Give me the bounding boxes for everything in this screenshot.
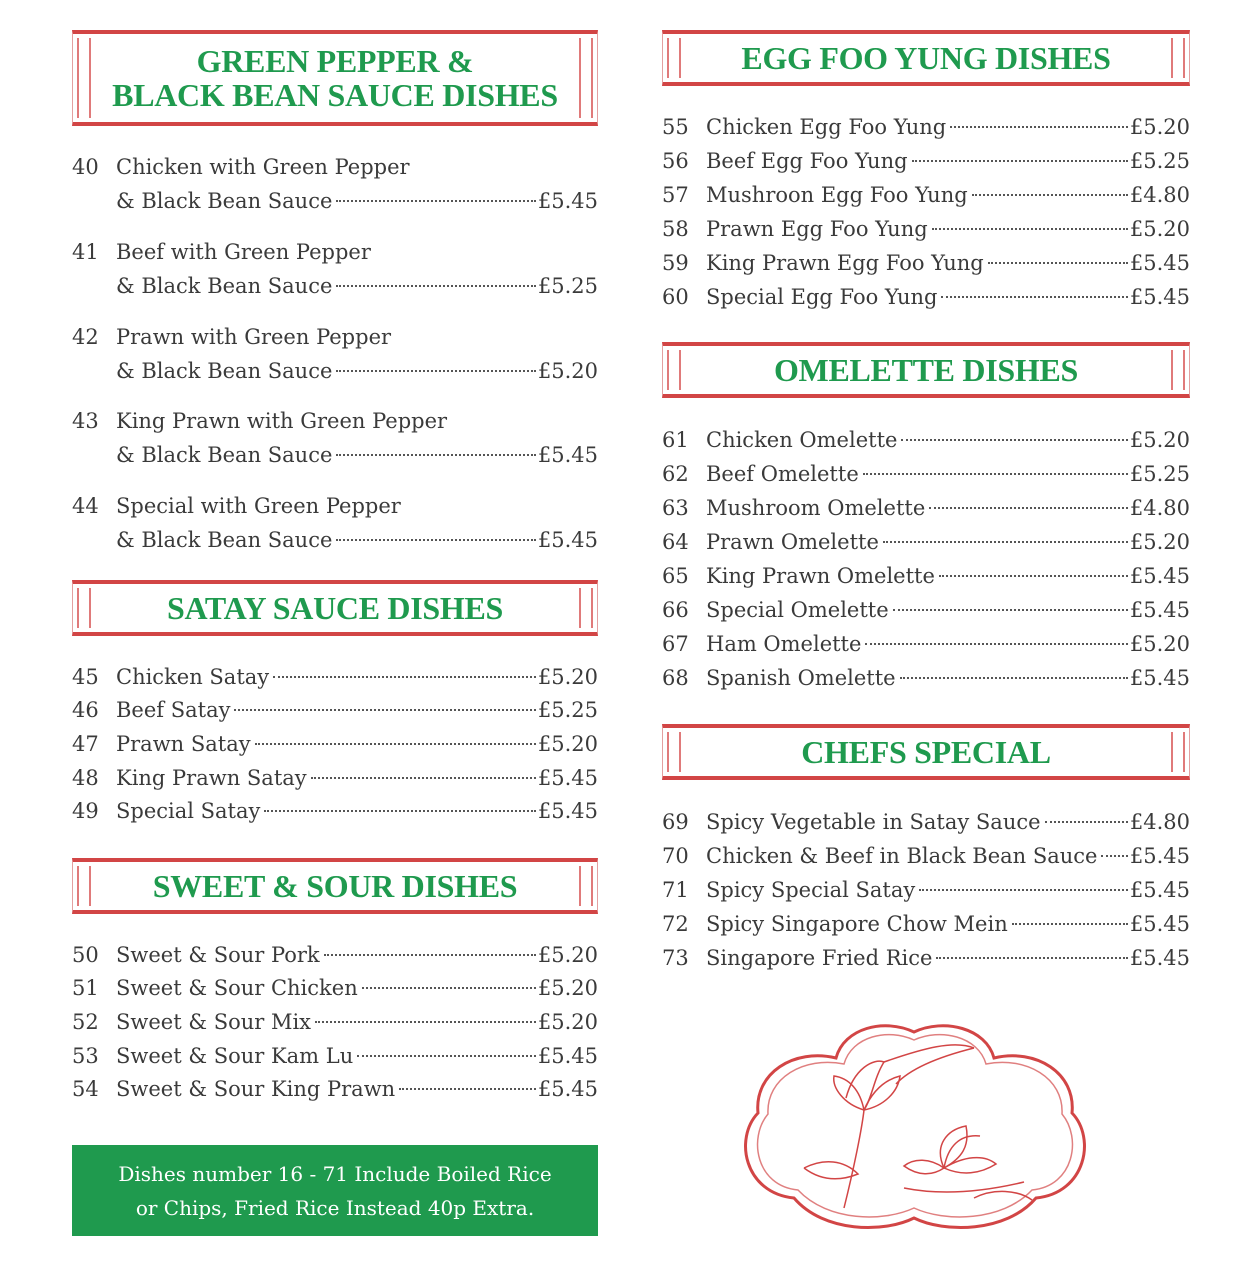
menu-item (662, 629, 1190, 659)
item-price: £5.20 (537, 732, 598, 756)
item-price: £5.20 (1129, 632, 1190, 656)
menu-item (72, 796, 598, 826)
dot-leader (362, 987, 536, 989)
item-number: 72 (662, 912, 689, 936)
section-header-green-pepper (72, 30, 598, 126)
item-number: 63 (662, 496, 689, 520)
menu-item (662, 595, 1190, 625)
menu-item (662, 248, 1190, 278)
menu-item (662, 180, 1190, 210)
menu-item (662, 875, 1190, 905)
item-name: Spicy Singapore Chow Mein (706, 912, 1008, 936)
item-number: 73 (662, 946, 689, 970)
item-number: 56 (662, 149, 689, 173)
dot-leader (1101, 855, 1127, 857)
item-price: £5.45 (1129, 666, 1190, 690)
item-name-cont: & Black Bean Sauce (116, 443, 333, 467)
item-price: £5.45 (1129, 598, 1190, 622)
item-name: Prawn Omelette (706, 530, 879, 554)
item-name-cont: & Black Bean Sauce (116, 359, 333, 383)
item-number: 65 (662, 564, 689, 588)
dot-leader (336, 200, 535, 202)
item-number: 46 (72, 698, 99, 722)
menu-item (72, 695, 598, 725)
dot-leader (936, 957, 1127, 959)
menu-item (72, 729, 598, 759)
menu-item (662, 663, 1190, 693)
item-number: 66 (662, 598, 689, 622)
item-price: £5.45 (537, 1077, 598, 1101)
item-number: 42 (72, 325, 99, 349)
dot-leader (950, 126, 1128, 128)
item-number: 50 (72, 943, 99, 967)
menu-item (662, 112, 1190, 142)
item-price: £5.45 (1129, 912, 1190, 936)
dot-leader (255, 743, 536, 745)
menu-item (72, 940, 598, 970)
item-number: 59 (662, 251, 689, 275)
dot-leader (357, 1055, 536, 1057)
item-name: Chicken & Beef in Black Bean Sauce (706, 844, 1098, 868)
dot-leader (336, 285, 535, 287)
menu-item (662, 214, 1190, 244)
menu-item (72, 406, 598, 470)
item-number: 48 (72, 766, 99, 790)
item-price: £5.45 (537, 528, 598, 552)
menu-item (72, 237, 598, 301)
item-price: £5.45 (1129, 564, 1190, 588)
item-number: 54 (72, 1077, 99, 1101)
item-number: 44 (72, 494, 99, 518)
item-number: 61 (662, 428, 689, 452)
item-name: Singapore Fried Rice (706, 946, 933, 970)
section-header-sweet-sour (72, 858, 598, 914)
menu-item (662, 561, 1190, 591)
item-number: 51 (72, 976, 99, 1000)
section-header-satay (72, 580, 598, 636)
item-price: £5.20 (1129, 428, 1190, 452)
lotus-illustration (734, 1018, 1096, 1236)
section-title: OMELETTE DISHES (773, 352, 1079, 388)
item-name: King Prawn Egg Foo Yung (706, 251, 984, 275)
dot-leader (399, 1088, 536, 1090)
item-price: £5.20 (537, 665, 598, 689)
item-name: Prawn with Green Pepper (116, 325, 392, 349)
item-name: Mushroon Egg Foo Yung (706, 183, 968, 207)
menu-item (72, 1041, 598, 1071)
item-price: £5.20 (537, 943, 598, 967)
item-number: 60 (662, 285, 689, 309)
item-price: £5.20 (537, 359, 598, 383)
item-name: Spicy Special Satay (706, 878, 916, 902)
item-price: £5.25 (1129, 149, 1190, 173)
dot-leader (941, 296, 1127, 298)
dot-leader (336, 370, 535, 372)
dot-leader (929, 507, 1128, 509)
item-number: 67 (662, 632, 689, 656)
menu-item (72, 973, 598, 1003)
rice-note-banner (72, 1145, 598, 1236)
item-price: £5.25 (537, 274, 598, 298)
dot-leader (1045, 821, 1128, 823)
item-number: 43 (72, 409, 99, 433)
menu-item (662, 425, 1190, 455)
item-price: £5.25 (537, 698, 598, 722)
item-name: Spanish Omelette (706, 666, 896, 690)
dot-leader (901, 439, 1127, 441)
item-name: King Prawn Satay (116, 766, 307, 790)
dot-leader (311, 777, 536, 779)
item-number: 58 (662, 217, 689, 241)
item-name: Special Egg Foo Yung (706, 285, 938, 309)
dot-leader (863, 473, 1128, 475)
dot-leader (1012, 923, 1128, 925)
dot-leader (900, 677, 1128, 679)
menu-item (662, 493, 1190, 523)
item-name: Spicy Vegetable in Satay Sauce (706, 810, 1041, 834)
item-name: Chicken Egg Foo Yung (706, 115, 947, 139)
menu-item (72, 1074, 598, 1104)
item-number: 70 (662, 844, 689, 868)
item-price: £5.45 (537, 766, 598, 790)
section-header-chefs-special (662, 724, 1190, 780)
item-number: 49 (72, 799, 99, 823)
item-price: £5.45 (1129, 878, 1190, 902)
menu-item (72, 491, 598, 555)
item-name: Beef Satay (116, 698, 231, 722)
item-name: Sweet & Sour Chicken (116, 976, 358, 1000)
item-price: £5.45 (1129, 946, 1190, 970)
item-price: £5.20 (1129, 115, 1190, 139)
section-title: SATAY SAUCE DISHES (166, 590, 504, 626)
note-line-1: Dishes number 16 - 71 Include Boiled Rice (118, 1161, 552, 1186)
item-number: 71 (662, 878, 689, 902)
item-number: 47 (72, 732, 99, 756)
menu-item (72, 1007, 598, 1037)
item-price: £5.45 (1129, 251, 1190, 275)
menu-item (72, 763, 598, 793)
item-name: Mushroom Omelette (706, 496, 926, 520)
item-price: £5.45 (537, 799, 598, 823)
item-number: 69 (662, 810, 689, 834)
item-name-cont: & Black Bean Sauce (116, 274, 333, 298)
section-title-line2: BLACK BEAN SAUCE DISHES (112, 77, 558, 113)
section-title-line1: GREEN PEPPER & (196, 43, 474, 79)
item-name: Prawn Egg Foo Yung (706, 217, 928, 241)
item-name: Beef Omelette (706, 462, 859, 486)
menu-item (662, 527, 1190, 557)
dot-leader (932, 228, 1128, 230)
item-price: £4.80 (1129, 496, 1190, 520)
item-name-cont: & Black Bean Sauce (116, 189, 333, 213)
item-number: 53 (72, 1044, 99, 1068)
menu-item (662, 459, 1190, 489)
item-price: £5.45 (537, 1044, 598, 1068)
dot-leader (234, 709, 535, 711)
section-title: EGG FOO YUNG DISHES (741, 40, 1111, 76)
item-name: Sweet & Sour Mix (116, 1010, 312, 1034)
item-name: Chicken with Green Pepper (116, 155, 410, 179)
menu-item (72, 322, 598, 386)
section-header-egg-foo-yung (662, 30, 1190, 86)
section-title: CHEFS SPECIAL (801, 734, 1051, 770)
item-price: £5.20 (1129, 217, 1190, 241)
item-name: Special Satay (116, 799, 261, 823)
item-name: Special with Green Pepper (116, 494, 401, 518)
section-title: SWEET & SOUR DISHES (152, 868, 518, 904)
item-number: 41 (72, 240, 99, 264)
item-price: £5.45 (537, 443, 598, 467)
item-number: 62 (662, 462, 689, 486)
menu-item (72, 662, 598, 692)
item-number: 68 (662, 666, 689, 690)
item-number: 55 (662, 115, 689, 139)
item-name: Beef Egg Foo Yung (706, 149, 908, 173)
item-name: Special Omelette (706, 598, 889, 622)
note-line-2: or Chips, Fried Rice Instead 40p Extra. (135, 1195, 535, 1220)
item-price: £5.45 (537, 189, 598, 213)
item-name: Beef with Green Pepper (116, 240, 371, 264)
item-number: 45 (72, 665, 99, 689)
dot-leader (336, 454, 535, 456)
item-name: Prawn Satay (116, 732, 251, 756)
item-name: Sweet & Sour Kam Lu (116, 1044, 354, 1068)
dot-leader (972, 194, 1128, 196)
menu-item (662, 146, 1190, 176)
section-header-omelette (662, 342, 1190, 398)
menu-item (662, 807, 1190, 837)
item-name: Chicken Satay (116, 665, 270, 689)
dot-leader (893, 609, 1128, 611)
dot-leader (939, 575, 1128, 577)
menu-item (72, 152, 598, 216)
dot-leader (273, 676, 536, 678)
item-number: 52 (72, 1010, 99, 1034)
item-number: 57 (662, 183, 689, 207)
item-price: £5.25 (1129, 462, 1190, 486)
item-number: 40 (72, 155, 99, 179)
dot-leader (336, 539, 535, 541)
menu-item (662, 943, 1190, 973)
item-price: £5.20 (537, 1010, 598, 1034)
item-price: £5.20 (537, 976, 598, 1000)
item-name: King Prawn with Green Pepper (116, 409, 448, 433)
item-price: £5.20 (1129, 530, 1190, 554)
item-name: Chicken Omelette (706, 428, 898, 452)
item-number: 64 (662, 530, 689, 554)
dot-leader (315, 1021, 536, 1023)
item-name: Sweet & Sour Pork (116, 943, 320, 967)
dot-leader (865, 643, 1127, 645)
dot-leader (264, 810, 536, 812)
dot-leader (324, 954, 536, 956)
item-name: King Prawn Omelette (706, 564, 935, 588)
menu-item (662, 841, 1190, 871)
dot-leader (883, 541, 1128, 543)
dot-leader (988, 262, 1128, 264)
item-price: £4.80 (1129, 183, 1190, 207)
item-price: £5.45 (1129, 285, 1190, 309)
item-price: £4.80 (1129, 810, 1190, 834)
item-price: £5.45 (1129, 844, 1190, 868)
dot-leader (919, 889, 1128, 891)
dot-leader (912, 160, 1128, 162)
menu-item (662, 909, 1190, 939)
item-name: Sweet & Sour King Prawn (116, 1077, 396, 1101)
item-name: Ham Omelette (706, 632, 862, 656)
menu-item (662, 282, 1190, 312)
item-name-cont: & Black Bean Sauce (116, 528, 333, 552)
